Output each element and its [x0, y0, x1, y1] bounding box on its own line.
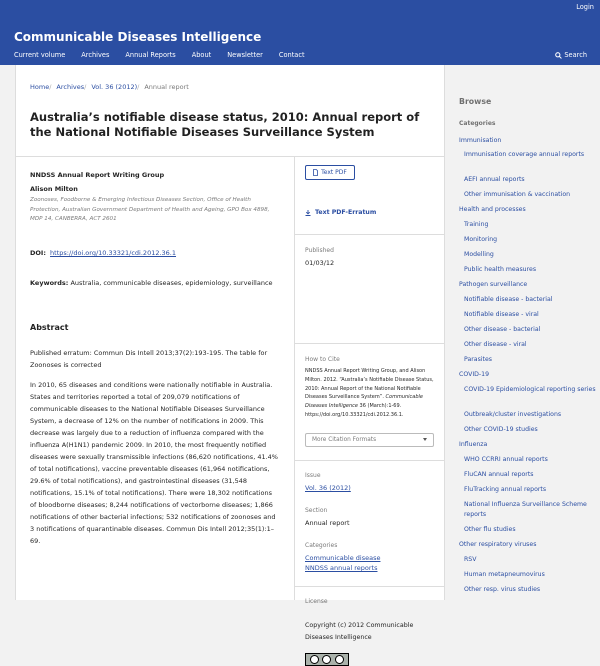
subcategory-link[interactable]: Modelling [464, 251, 494, 258]
cc-icon [310, 655, 319, 664]
text-pdf-label: Text PDF [321, 169, 347, 176]
search-icon [555, 52, 562, 59]
breadcrumb-volume[interactable]: Vol. 36 (2012) [91, 83, 138, 91]
subcategory-link[interactable]: Public health measures [464, 266, 537, 273]
divider [295, 234, 445, 235]
published-label: Published [305, 247, 334, 254]
subcategory-link[interactable]: RSV [464, 556, 477, 563]
subcategory-link[interactable]: Human metapneumovirus [464, 571, 545, 578]
category-link[interactable]: Immunisation [459, 137, 502, 144]
abstract-text: In 2010, 65 diseases and conditions were nationally notifiable in Australia. States and territories reported a total of 209,079 notifications of communicable diseases to the National Notifiable Diseases Surveillance System, a decrease of 12% on the number of notifications in 2009. This decrease was largely due to a reduction of influenza compared with the influenza A(H1N1) pandemic 2009. In 2010, the most frequently notified diseases were sexually transmissible infections (86,620 notifications, 41.4% of total notifications), vaccine preventable diseases (61,964 notifications, 29.6% of total notifications), and gastrointestinal diseases (31,548 notifications, 15.1% of total notifications). There were 18,302 notifications of bloodborne diseases; 8,244 notifications of vectorborne diseases; 1,866 notifications of other bacterial infections; 532 notifications of zoonoses and 3 notifications of quarantinable diseases. Commun Dis Intell 2012;35(1):1–69. [30, 381, 278, 545]
nav-current-volume[interactable]: Current volume [14, 51, 66, 59]
page-title: Australia’s notifiable disease status, 2010: Annual report of the National Notifiable Diseases Surveillance System [30, 110, 420, 139]
subcategory-link[interactable]: Other immunisation & vaccination [464, 191, 571, 198]
chevron-down-icon [423, 438, 427, 441]
nav-about[interactable]: About [191, 51, 212, 59]
nav-annual-reports[interactable]: Annual Reports [125, 51, 176, 59]
text-pdf-button[interactable] [305, 165, 355, 180]
author-group: NNDSS Annual Report Writing Group [30, 171, 165, 179]
category-link[interactable]: COVID-19 [459, 371, 490, 378]
subcategory-link[interactable]: Training [464, 221, 489, 228]
site-header [0, 0, 600, 65]
subcategory-link[interactable]: FluCAN annual reports [464, 471, 534, 478]
breadcrumb [30, 83, 194, 91]
doi-label: DOI: [30, 249, 46, 257]
nav-archives[interactable]: Archives [81, 51, 110, 59]
subcategory-link[interactable]: COVID-19 Epidemiological reporting series [464, 386, 596, 393]
author-affiliation: Zoonoses, Foodborne & Emerging Infectious Diseases Section, Office of Health Protection, Australian Government Department of Health and Ageing, GPO Box 4898, MDP 14, CANBERRA, ACT 2601 [30, 197, 270, 223]
doi [30, 249, 176, 257]
nav-newsletter[interactable]: Newsletter [227, 51, 263, 59]
subcategory-link[interactable]: National Influenza Surveillance Scheme reports [464, 501, 587, 518]
category-link[interactable]: Other respiratory viruses [459, 541, 537, 548]
breadcrumb-separator: / [137, 83, 140, 91]
doi-link[interactable]: https://doi.org/10.33321/cdi.2012.36.1 [50, 249, 177, 257]
subcategory-link[interactable]: Other flu studies [464, 526, 516, 533]
how-to-cite-label: How to Cite [305, 356, 340, 363]
nav-contact[interactable]: Contact [278, 51, 305, 59]
issue-label: Issue [305, 472, 321, 479]
article-main [15, 65, 445, 641]
main-nav [14, 51, 321, 59]
site-title[interactable]: Communicable Diseases Intelligence [14, 30, 262, 44]
subcategory-link[interactable]: Other COVID-19 studies [464, 426, 538, 433]
divider [295, 460, 445, 461]
subcategory-link[interactable]: Other disease - viral [464, 341, 527, 348]
divider [295, 586, 445, 587]
login-link[interactable]: Login [576, 3, 594, 11]
license-label: License [305, 598, 328, 605]
subcategory-link[interactable]: AEFI annual reports [464, 176, 525, 183]
section-value: Annual report [305, 519, 350, 527]
browse-heading: Browse [459, 97, 492, 106]
category-link[interactable]: NNDSS annual reports [305, 564, 378, 572]
keywords [30, 279, 273, 287]
breadcrumb-separator: / [84, 83, 87, 91]
search-label: Search [564, 51, 587, 59]
pdf-file-icon [313, 169, 318, 176]
article-body [30, 171, 280, 545]
category-link[interactable]: Pathogen surveillance [459, 281, 528, 288]
citation-journal: Communicable Diseases Intelligence [305, 394, 424, 410]
citation-format-label: More Citation Formats [312, 437, 377, 443]
author-name: Alison Milton [30, 185, 78, 193]
category-link[interactable]: Health and processes [459, 206, 526, 213]
cc-license-badge[interactable] [305, 653, 349, 666]
keywords-label: Keywords: [30, 279, 69, 287]
breadcrumb-archives[interactable]: Archives [56, 83, 85, 91]
keywords-value: Australia, communicable diseases, epidemiology, surveillance [70, 279, 273, 287]
category-link[interactable]: Communicable disease [305, 554, 381, 562]
subcategory-link[interactable]: Notifiable disease - bacterial [464, 296, 553, 303]
download-icon [305, 210, 311, 216]
breadcrumb-separator: / [49, 83, 52, 91]
subcategory-link[interactable]: Notifiable disease - viral [464, 311, 539, 318]
erratum-link[interactable] [305, 209, 376, 216]
subcategory-link[interactable]: Monitoring [464, 236, 498, 243]
citation-rest: 36 (March):1-69. https://doi.org/10.33321/cdi.2012.36.1. [305, 403, 404, 418]
subcategory-link[interactable]: WHO CCRRI annual reports [464, 456, 548, 463]
subcategory-link[interactable]: Other resp. virus studies [464, 586, 541, 593]
categories-heading: Categories [459, 120, 496, 127]
breadcrumb-current: Annual report [144, 83, 189, 91]
categories-label: Categories [305, 542, 338, 549]
section-label: Section [305, 507, 328, 514]
citation-text [305, 367, 435, 420]
nc-icon [335, 655, 344, 664]
issue-link[interactable]: Vol. 36 (2012) [305, 484, 351, 492]
subcategory-link[interactable]: Other disease - bacterial [464, 326, 541, 333]
erratum-label: Text PDF-Erratum [315, 209, 377, 216]
breadcrumb-home[interactable]: Home [30, 83, 50, 91]
citation-format-dropdown[interactable] [305, 433, 434, 447]
subcategory-link[interactable]: Parasites [464, 356, 492, 363]
by-icon [322, 655, 331, 664]
abstract-heading: Abstract [30, 323, 69, 332]
column-divider [294, 156, 295, 600]
subcategory-link[interactable]: FluTracking annual reports [464, 486, 547, 493]
divider [16, 156, 444, 157]
divider [295, 343, 445, 344]
search-button[interactable] [555, 51, 587, 59]
subcategory-link[interactable]: Immunisation coverage annual reports [464, 151, 585, 158]
published-date: 01/03/12 [305, 259, 335, 267]
subcategory-link[interactable]: Outbreak/cluster investigations [464, 411, 562, 418]
abstract-erratum-note: Published erratum: Commun Dis Intell 2013;37(2):193-195. The table for Zoonoses is corrected [30, 349, 268, 369]
category-link[interactable]: Influenza [459, 441, 488, 448]
copyright-text: Copyright (c) 2012 Communicable Diseases Intelligence [305, 622, 414, 641]
citation-main: NNDSS Annual Report Writing Group, and Alison Milton. 2012. “Australia’s Notifiable Disease Status, 2010: Annual Report of the National Notifiable Diseases Surveillance System”. [305, 368, 434, 401]
